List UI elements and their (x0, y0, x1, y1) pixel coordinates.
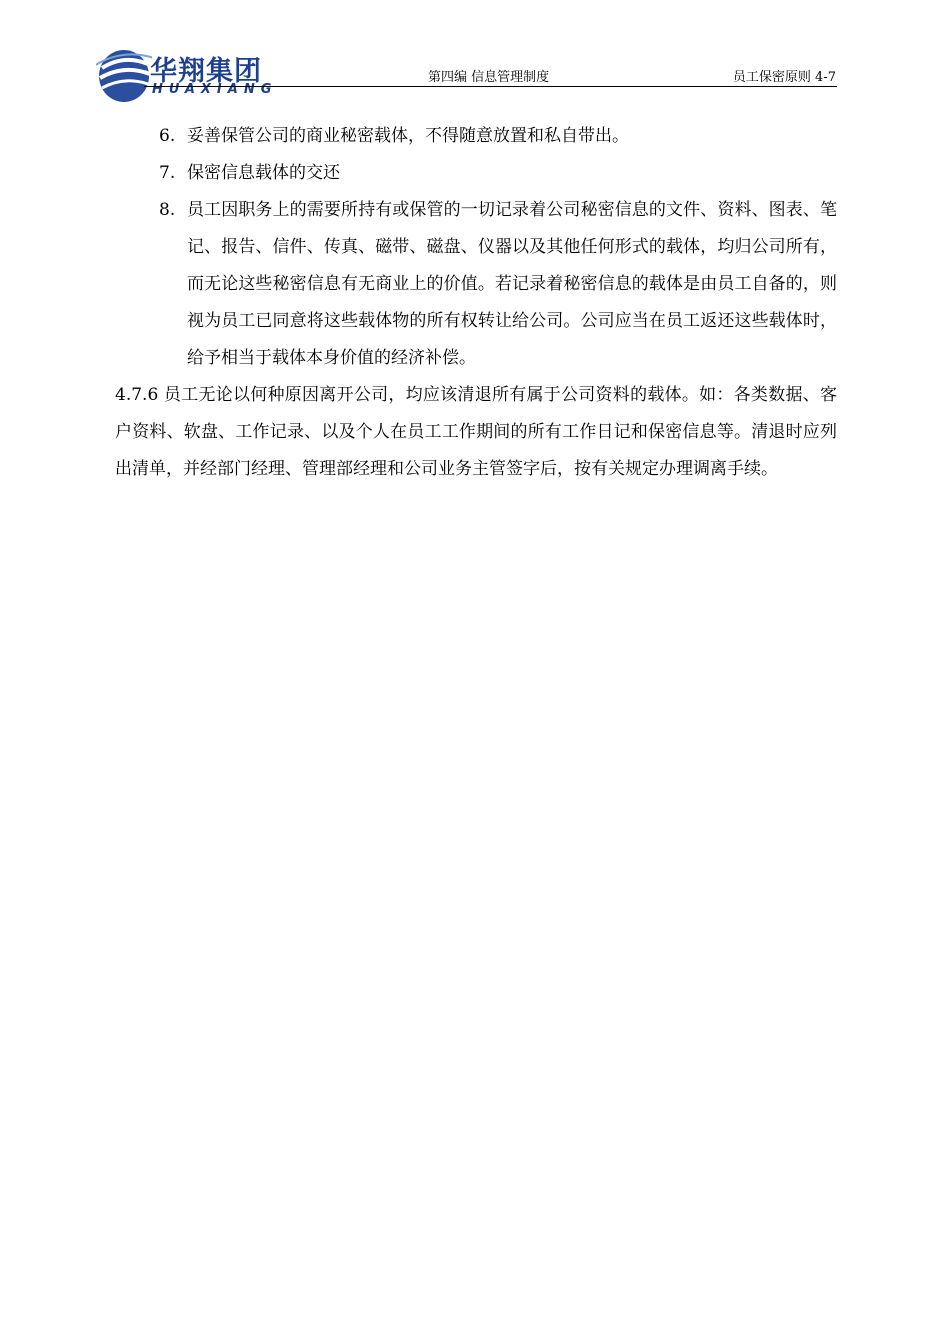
company-logo (96, 44, 286, 108)
header-divider (144, 86, 837, 87)
list-item (159, 118, 837, 155)
list-item-number: 6. (159, 126, 176, 146)
list-item-text: 保密信息载体的交还 (187, 163, 340, 183)
logo-name-en: HUAXIANG (152, 82, 278, 97)
document-body (115, 118, 837, 488)
list-item-text: 员工因职务上的需要所持有或保管的一切记录着公司秘密信息的文件、资料、图表、笔记、报告、信件、传真、磁带、磁盘、仪器以及其他任何形式的载体，均归公司所有，而无论这些秘密信息有无商业上的价值。若记录着秘密信息的载体是由员工自备的，则视为员工已同意将这些载体物的所有权转让给公司。公司应当在员工返还这些载体时，给予相当于载体本身价值的经济补偿。 (187, 200, 837, 368)
list-item-number: 8. (159, 200, 176, 220)
list-item (159, 155, 837, 192)
list-item-text: 妥善保管公司的商业秘密载体，不得随意放置和私自带出。 (187, 126, 629, 146)
header-doc-ref: 员工保密原则 4-7 (732, 70, 836, 85)
header-section-title: 第四编 信息管理制度 (428, 70, 550, 85)
globe-logo-icon (96, 44, 152, 106)
section-paragraph: 4.7.6 员工无论以何种原因离开公司，均应该清退所有属于公司资料的载体。如：各类数据、客户资料、软盘、工作记录、以及个人在员工工作期间的所有工作日记和保密信息等。清退时应列出清单，并经部门经理、管理部经理和公司业务主管签字后，按有关规定办理调离手续。 (115, 385, 837, 479)
list-item-number: 7. (159, 163, 176, 183)
page-header (0, 0, 950, 110)
logo-name-cn: 华翔集团 (150, 56, 262, 87)
list-item (159, 192, 837, 377)
